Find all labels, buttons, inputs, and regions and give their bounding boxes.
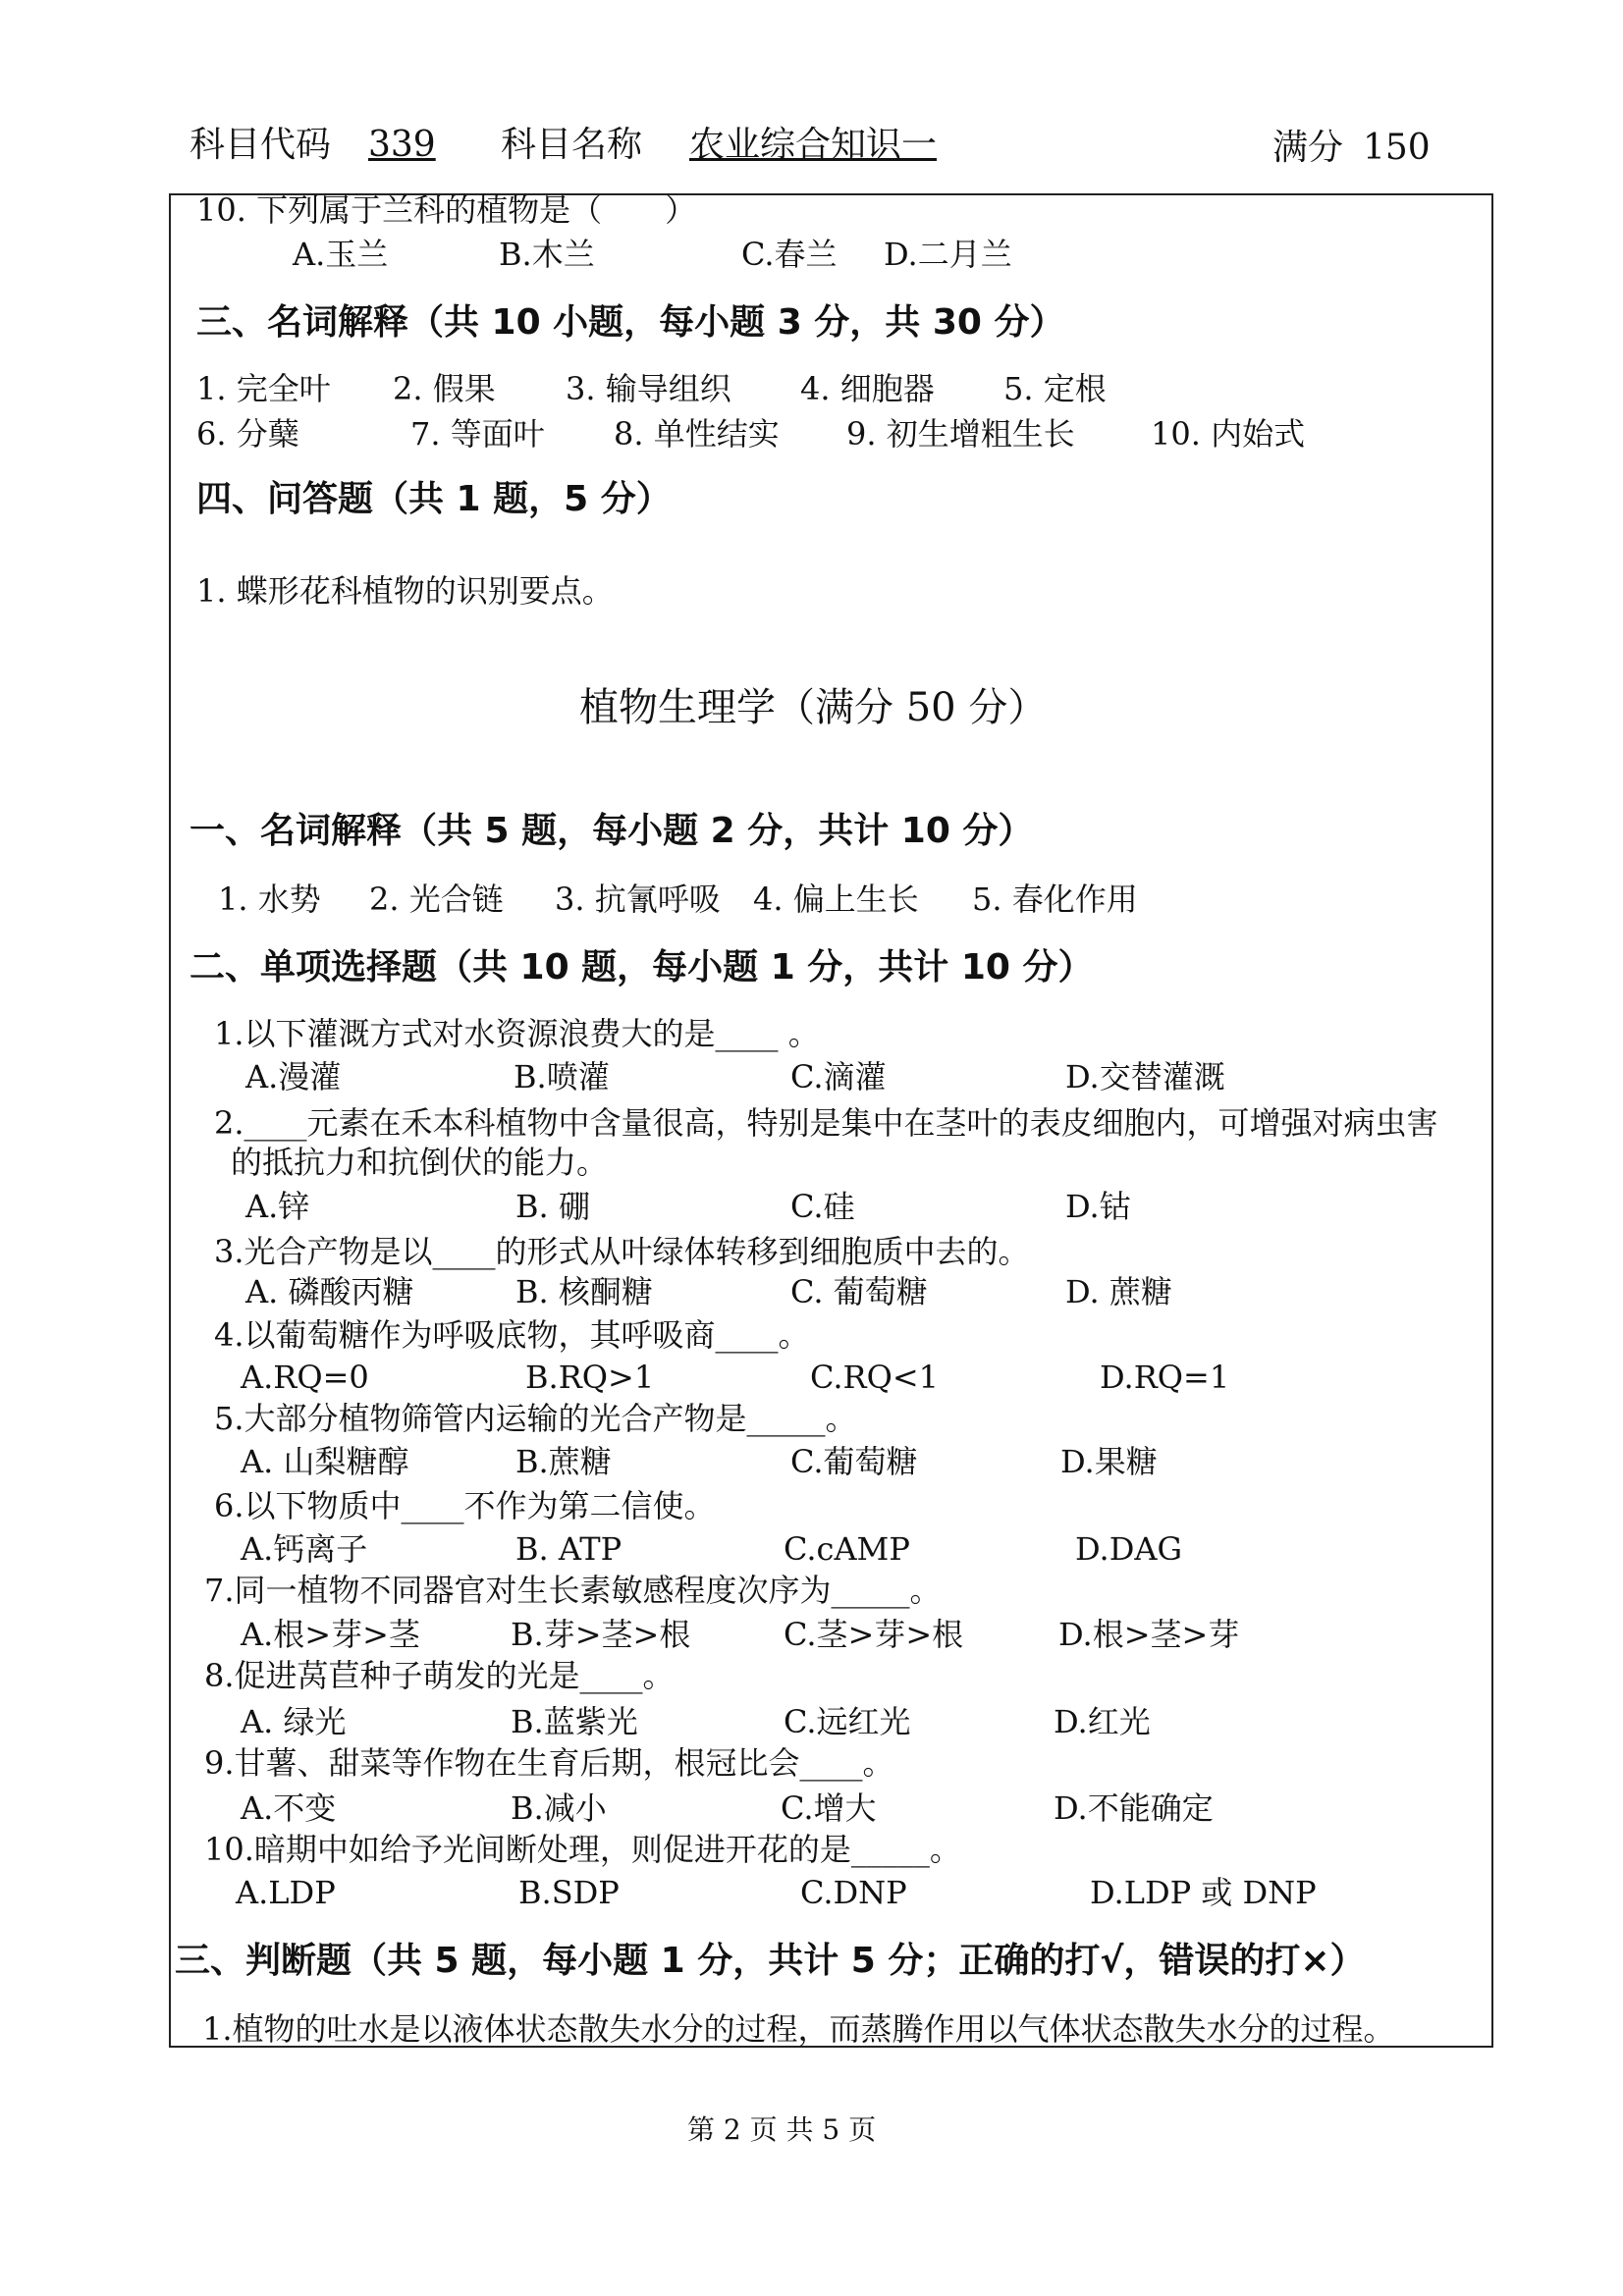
option: A.不变 — [241, 1789, 337, 1827]
option: A. 磷酸丙糖 — [245, 1273, 414, 1310]
question-stem: 9.甘薯、甜菜等作物在生育后期，根冠比会____。 — [204, 1744, 894, 1782]
term: 3. 抗氰呼吸 — [555, 881, 721, 918]
option: B.RQ>1 — [525, 1359, 655, 1396]
option: C.滴灌 — [790, 1058, 887, 1095]
option: A. 山梨糖醇 — [241, 1443, 409, 1480]
question-stem: 7.同一植物不同器官对生长素敏感程度次序为_____。 — [204, 1572, 942, 1609]
subject-code: 339 — [368, 125, 436, 165]
term: 9. 初生增粗生长 — [846, 415, 1075, 453]
option: B. ATP — [515, 1530, 622, 1568]
option: D.LDP 或 DNP — [1090, 1874, 1317, 1911]
question-stem: 5.大部分植物筛管内运输的光合产物是_____。 — [214, 1400, 857, 1437]
question-stem: 10.暗期中如给予光间断处理，则促进开花的是_____。 — [204, 1831, 961, 1868]
full-score: 150 — [1363, 128, 1431, 168]
part-title: 植物生理学（满分 50 分） — [579, 685, 1048, 730]
option: B.芽>茎>根 — [511, 1616, 691, 1653]
option: D.红光 — [1054, 1703, 1151, 1740]
option: C.远红光 — [784, 1703, 911, 1740]
option: B.SDP — [518, 1874, 620, 1911]
option: A.玉兰 — [293, 236, 389, 273]
term: 5. 定根 — [1003, 370, 1107, 407]
question-stem: 2.____元素在禾本科植物中含量很高，特别是集中在茎叶的表皮细胞内，可增强对病虫害 — [214, 1104, 1438, 1142]
term: 4. 细胞器 — [800, 370, 935, 407]
option: C. 葡萄糖 — [790, 1273, 928, 1310]
option: A.锌 — [245, 1188, 310, 1225]
term: 4. 偏上生长 — [753, 881, 919, 918]
option: C.茎>芽>根 — [784, 1616, 964, 1653]
option: D.根>茎>芽 — [1058, 1616, 1240, 1653]
option: D.不能确定 — [1054, 1789, 1214, 1827]
option: D.二月兰 — [884, 236, 1012, 273]
option: C.增大 — [781, 1789, 877, 1827]
option: B.减小 — [511, 1789, 607, 1827]
term: 3. 输导组织 — [566, 370, 731, 407]
option: A.钙离子 — [241, 1530, 368, 1568]
option: D.交替灌溉 — [1065, 1058, 1225, 1095]
option: A.根>芽>茎 — [241, 1616, 420, 1653]
term: 8. 单性结实 — [614, 415, 780, 453]
option: D.DAG — [1075, 1530, 1183, 1568]
subject-name-label: 科目名称 — [501, 125, 643, 165]
page-footer: 第 2 页 共 5 页 — [687, 2113, 877, 2146]
option: C.DNP — [800, 1874, 907, 1911]
term: 1. 水势 — [218, 881, 321, 918]
option: C.RQ<1 — [810, 1359, 940, 1396]
question-stem: 1.以下灌溉方式对水资源浪费大的是____ 。 — [214, 1015, 820, 1052]
term: 2. 假果 — [393, 370, 496, 407]
option: D. 蔗糖 — [1065, 1273, 1172, 1310]
full-score-label: 满分 — [1272, 128, 1344, 168]
question-stem: 4.以葡萄糖作为呼吸底物，其呼吸商____。 — [214, 1316, 810, 1354]
question-stem: 6.以下物质中____不作为第二信使。 — [214, 1487, 716, 1524]
option: C.硅 — [790, 1188, 855, 1225]
term: 7. 等面叶 — [410, 415, 545, 453]
option: D.钴 — [1065, 1188, 1131, 1225]
option: B.蔗糖 — [515, 1443, 612, 1480]
option: A.漫灌 — [245, 1058, 342, 1095]
question-stem-continued: 的抵抗力和抗倒伏的能力。 — [231, 1144, 609, 1181]
option: C.葡萄糖 — [790, 1443, 918, 1480]
section-heading: 二、单项选择题（共 10 题，每小题 1 分，共计 10 分） — [189, 947, 1094, 988]
question-stem: 10. 下列属于兰科的植物是（ ） — [196, 191, 697, 229]
subject-name: 农业综合知识一 — [689, 125, 938, 165]
option: B.蓝紫光 — [511, 1703, 638, 1740]
term: 1. 完全叶 — [196, 370, 331, 407]
question-stem: 3.光合产物是以____的形式从叶绿体转移到细胞质中去的。 — [214, 1233, 1030, 1270]
section-heading: 三、名词解释（共 10 小题，每小题 3 分，共 30 分） — [196, 302, 1065, 343]
section-heading: 三、判断题（共 5 题，每小题 1 分，共计 5 分；正确的打√，错误的打×） — [175, 1941, 1366, 1981]
option: D.果糖 — [1060, 1443, 1158, 1480]
option: B. 硼 — [515, 1188, 590, 1225]
term: 2. 光合链 — [369, 881, 504, 918]
judgment-question: 1.植物的吐水是以液体状态散失水分的过程，而蒸腾作用以气体状态散失水分的过程。 — [202, 2010, 1395, 2048]
section-heading: 四、问答题（共 1 题，5 分） — [196, 479, 672, 519]
option: D.RQ=1 — [1100, 1359, 1230, 1396]
option: B.喷灌 — [514, 1058, 610, 1095]
section-heading: 一、名词解释（共 5 题，每小题 2 分，共计 10 分） — [189, 811, 1034, 851]
term: 10. 内始式 — [1151, 415, 1306, 453]
term: 5. 春化作用 — [972, 881, 1138, 918]
term: 6. 分蘖 — [196, 415, 299, 453]
option: B.木兰 — [499, 236, 595, 273]
option: A. 绿光 — [241, 1703, 347, 1740]
option: C.春兰 — [741, 236, 838, 273]
option: C.cAMP — [784, 1530, 910, 1568]
option: B. 核酮糖 — [515, 1273, 653, 1310]
option: A.LDP — [236, 1874, 336, 1911]
subject-code-label: 科目代码 — [189, 125, 332, 165]
essay-question: 1. 蝶形花科植物的识别要点。 — [196, 572, 614, 610]
option: A.RQ=0 — [241, 1359, 369, 1396]
question-stem: 8.促进莴苣种子萌发的光是____。 — [204, 1657, 675, 1694]
